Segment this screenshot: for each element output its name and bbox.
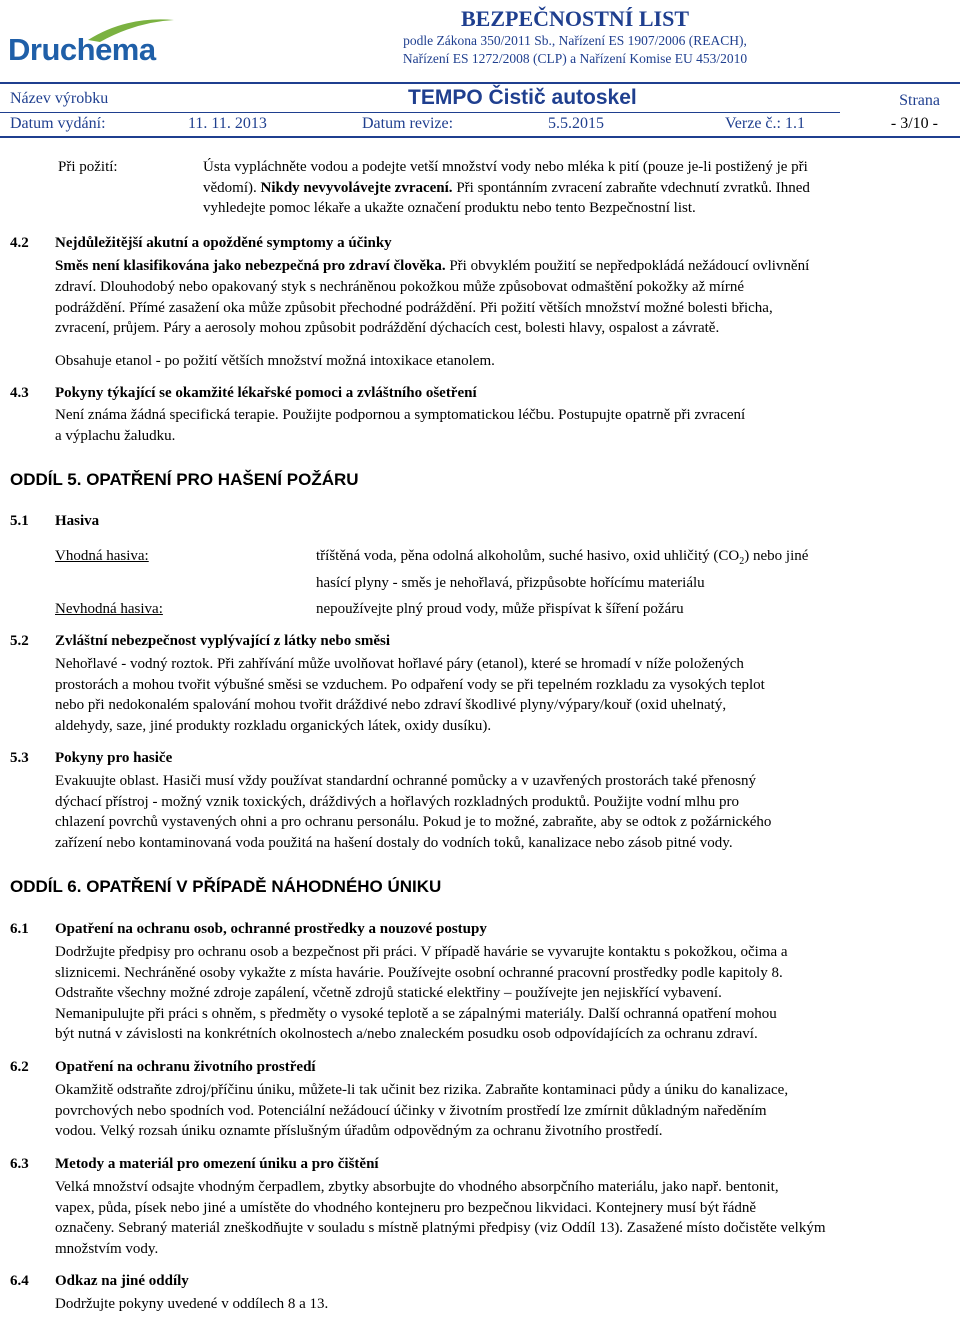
section-6-1-text	[55, 942, 950, 1045]
document-subtitle-2: Nařízení ES 1272/2008 (CLP) a Nařízení Komise EU 453/2010	[402, 51, 748, 66]
section-6-2-text	[55, 1080, 950, 1142]
text-line: hasící plyny - směs je nehořlavá, přizpůsobte hořícímu materiálu	[316, 574, 705, 591]
text-line: prostorách a mohou tvořit výbušné směsi se vzduchem. Po odpaření vody se při tepelném rozkladu za vysokých teplot	[55, 676, 765, 693]
warning-text: Nikdy nevyvolávejte zvracení.	[260, 179, 453, 196]
ingestion-line: Ústa vypláchněte vodou a podejte vetší množství vody nebo mléka k pití (pouze je-li postižený je při	[203, 159, 808, 175]
suitable-media-label: Vhodná hasiva:	[55, 548, 149, 564]
section-number: 5.1	[10, 513, 29, 529]
revision-date-label: Datum revize:	[362, 115, 454, 132]
document-title: BEZPEČNOSTNÍ LIST	[460, 6, 690, 31]
page-label: Strana	[899, 92, 940, 109]
revision-date: 5.5.2015	[548, 115, 604, 132]
text-line: Evakuujte oblast. Hasiči musí vždy používat standardní ochranné pomůcky a v uzavřených prostorách také přenosný	[55, 773, 757, 789]
text-line: Velká množství odsajte vhodným čerpadlem, zbytky absorbujte do vhodného absorpčního materiálu, jako např. bentonit,	[55, 1179, 779, 1195]
text-line: označeny. Sebraný materiál zneškodňujte v souladu s místně platnými předpisy (viz Oddíl 13). Zasažené místo dočistěte velkým	[55, 1220, 826, 1236]
text-run: tříštěná voda, pěna odolná alkoholům, suché hasivo, oxid uhličitý (CO	[316, 548, 740, 564]
section-number: 4.3	[10, 385, 29, 401]
text-line: vapex, půda, písek nebo jiné a umístěte do vhodného kontejneru pro bezpečnou likvidaci. Kontejnery musí být řádně	[55, 1199, 757, 1216]
section-5-2-text	[55, 654, 935, 736]
logo-text: Druchema	[8, 32, 156, 67]
section-number: 4.2	[10, 235, 29, 251]
page-number: - 3/10 -	[890, 115, 938, 132]
text-line: nebo při nedokonalém spalování mohou tvořit dráždivé nebo zdraví škodlivé plyny/výpary/kouř (oxid uhelnatý,	[55, 697, 727, 713]
text-line: Odstraňte všechny možné zdroje zapálení, včetně zdrojů statické elektřiny – používejte jen nejiskřící vybavení.	[55, 985, 722, 1001]
ingestion-text	[203, 157, 953, 219]
section-4-2-text-cont	[55, 277, 955, 339]
bold-text: Směs není klasifikována jako nebezpečná pro zdraví člověka.	[55, 258, 446, 274]
unsuitable-media-text: nepoužívejte plný proud vody, může přispívat k šíření požáru	[316, 601, 684, 617]
section-heading: Pokyny týkající se okamžité lékařské pomoci a zvláštního ošetření	[55, 385, 477, 401]
section-heading: Zvláštní nebezpečnost vyplývající z látky nebo směsi	[55, 633, 391, 649]
text-line: Není známa žádná specifická terapie. Použijte podpornou a symptomatickou léčbu. Postupujte opatrně při zvracení	[55, 407, 746, 423]
text-line: množstvím vody.	[55, 1240, 159, 1257]
text-run: ) nebo jiné	[744, 548, 809, 564]
document-subtitle-1: podle Zákona 350/2011 Sb., Nařízení ES 1907/2006 (REACH),	[403, 33, 747, 48]
text-line: zdraví. Dlouhodobý nebo opakovaný styk s nechráněnou pokožkou může způsobovat odmaštění pokožky až mírné	[55, 279, 744, 295]
section-6-title: ODDÍL 6. OPATŘENÍ V PŘÍPADĚ NÁHODNÉHO ÚNIKU	[10, 877, 442, 896]
section-heading: Odkaz na jiné oddíly	[55, 1273, 189, 1289]
text-line: Dodržujte předpisy pro ochranu osob a bezpečnost při práci. V případě havárie se vyvarujte kontaktu s pokožkou, očima a	[55, 944, 788, 960]
section-heading: Nejdůležitější akutní a opožděné symptomy a účinky	[55, 235, 392, 251]
header-rule-top	[0, 82, 960, 84]
section-number: 6.2	[10, 1059, 29, 1075]
text-line: povrchových nebo spodních vod. Potenciální nežádoucí účinky v životním prostředí lze zmírnit důkladným naředěním	[55, 1102, 767, 1119]
section-number: 5.2	[10, 633, 29, 649]
section-heading: Opatření na ochranu životního prostředí	[55, 1059, 316, 1075]
text-line: zvracení, průjem. Páry a aerosoly mohou způsobit podráždění dýchacích cest, bolesti hlavy, ospalost a závratě.	[55, 320, 720, 336]
unsuitable-media-label: Nevhodná hasiva:	[55, 601, 163, 617]
text-line: aldehydy, saze, jiné produkty rozkladu organických látek, oxidy dusíku).	[55, 717, 492, 734]
suitable-media-text	[316, 546, 946, 593]
text-line	[316, 546, 946, 573]
text-line: a výplachu žaludku.	[55, 427, 176, 444]
header-rule-mid	[0, 112, 840, 113]
text-run: Při spontánním zvracení zabraňte vdechnutí zvratků. Ihned	[452, 179, 810, 196]
issue-date-label: Datum vydání:	[10, 115, 106, 132]
section-4-2-text	[55, 256, 955, 277]
druchema-logo	[8, 14, 178, 76]
text-line: dýchací přístroj - možný vznik toxických, dráždivých a hořlavých rozkladných produktů. Použijte vodní mlhu pro	[55, 793, 739, 810]
ingestion-line: vyhledejte pomoc lékaře a ukažte označení produktu nebo tento Bezpečnostní list.	[203, 200, 696, 216]
text-line: Nehořlavé - vodný roztok. Při zahřívání může uvolňovat hořlavé páry (etanol), které se hromadí v níže položených	[55, 656, 744, 672]
section-number: 5.3	[10, 750, 29, 766]
issue-date: 11. 11. 2013	[188, 115, 267, 132]
section-5-3-text	[55, 771, 935, 853]
text-line: sliznicemi. Nechráněné osoby vykažte z místa havárie. Používejte osobní ochranné pracovní prostředky podle kapitoly 8.	[55, 964, 783, 981]
section-heading: Pokyny pro hasiče	[55, 750, 173, 766]
section-number: 6.4	[10, 1273, 29, 1289]
section-5-title: ODDÍL 5. OPATŘENÍ PRO HAŠENÍ POŽÁRU	[10, 470, 359, 489]
text-line: Dodržujte pokyny uvedené v oddílech 8 a 13.	[55, 1296, 329, 1312]
section-heading: Opatření na ochranu osob, ochranné prostředky a nouzové postupy	[55, 921, 487, 937]
ingestion-line	[203, 178, 953, 199]
text-line: vodou. Velký rozsah úniku oznamte příslušným úřadům odpovědným za ochranu životního prostředí.	[55, 1123, 663, 1139]
text-line: zařízení nebo kontaminovaná voda použitá na hašení dostaly do vodních toků, kanalizace nebo zásob pitné vody.	[55, 834, 733, 851]
document-title-block	[360, 6, 790, 68]
text-line: chlazení povrchů vystavených ohni a pro ochranu personálu. Pokud je to možné, zabraňte, aby se odtok z požárnického	[55, 814, 772, 830]
ingestion-label: Při požití:	[58, 159, 118, 175]
text-line	[55, 256, 955, 277]
section-heading: Metody a materiál pro omezení úniku a pro čištění	[55, 1156, 379, 1172]
header-rule-bottom	[0, 136, 960, 138]
text-line: být nutná v závislosti na konkrétních okolnostech a/nebo znaleckém posudku osob odpovídajících za ochranu zdraví.	[55, 1026, 758, 1042]
section-4-3-text	[55, 405, 935, 446]
document-header	[0, 0, 960, 132]
subscript: 2	[739, 556, 745, 567]
text-run: vědomí).	[203, 179, 261, 196]
text-line: Obsahuje etanol - po požití větších množství možná intoxikace etanolem.	[55, 353, 495, 369]
text-run: Při obvyklém použití se nepředpokládá nežádoucí ovlivnění	[445, 258, 810, 274]
product-name: TEMPO Čistič autoskel	[408, 86, 637, 109]
section-6-3-text	[55, 1177, 950, 1259]
section-number: 6.3	[10, 1156, 29, 1172]
version-label: Verze č.: 1.1	[725, 115, 805, 132]
product-label: Název výrobku	[10, 90, 109, 107]
text-line: Nemanipulujte při práci s ohněm, s předměty o vysoké teplotě a se zápalnými materiály. Další ochranná opatření mohou	[55, 1005, 777, 1022]
section-heading: Hasiva	[55, 513, 100, 529]
section-number: 6.1	[10, 921, 29, 937]
text-line: podráždění. Přímé zasažení oka může způsobit přechodné podráždění. Při požití větších množství možné bolesti břicha,	[55, 299, 773, 316]
text-line: Okamžitě odstraňte zdroj/příčinu úniku, můžete-li tak učinit bez rizika. Zabraňte kontaminaci půdy a úniku do kanalizace,	[55, 1082, 789, 1098]
